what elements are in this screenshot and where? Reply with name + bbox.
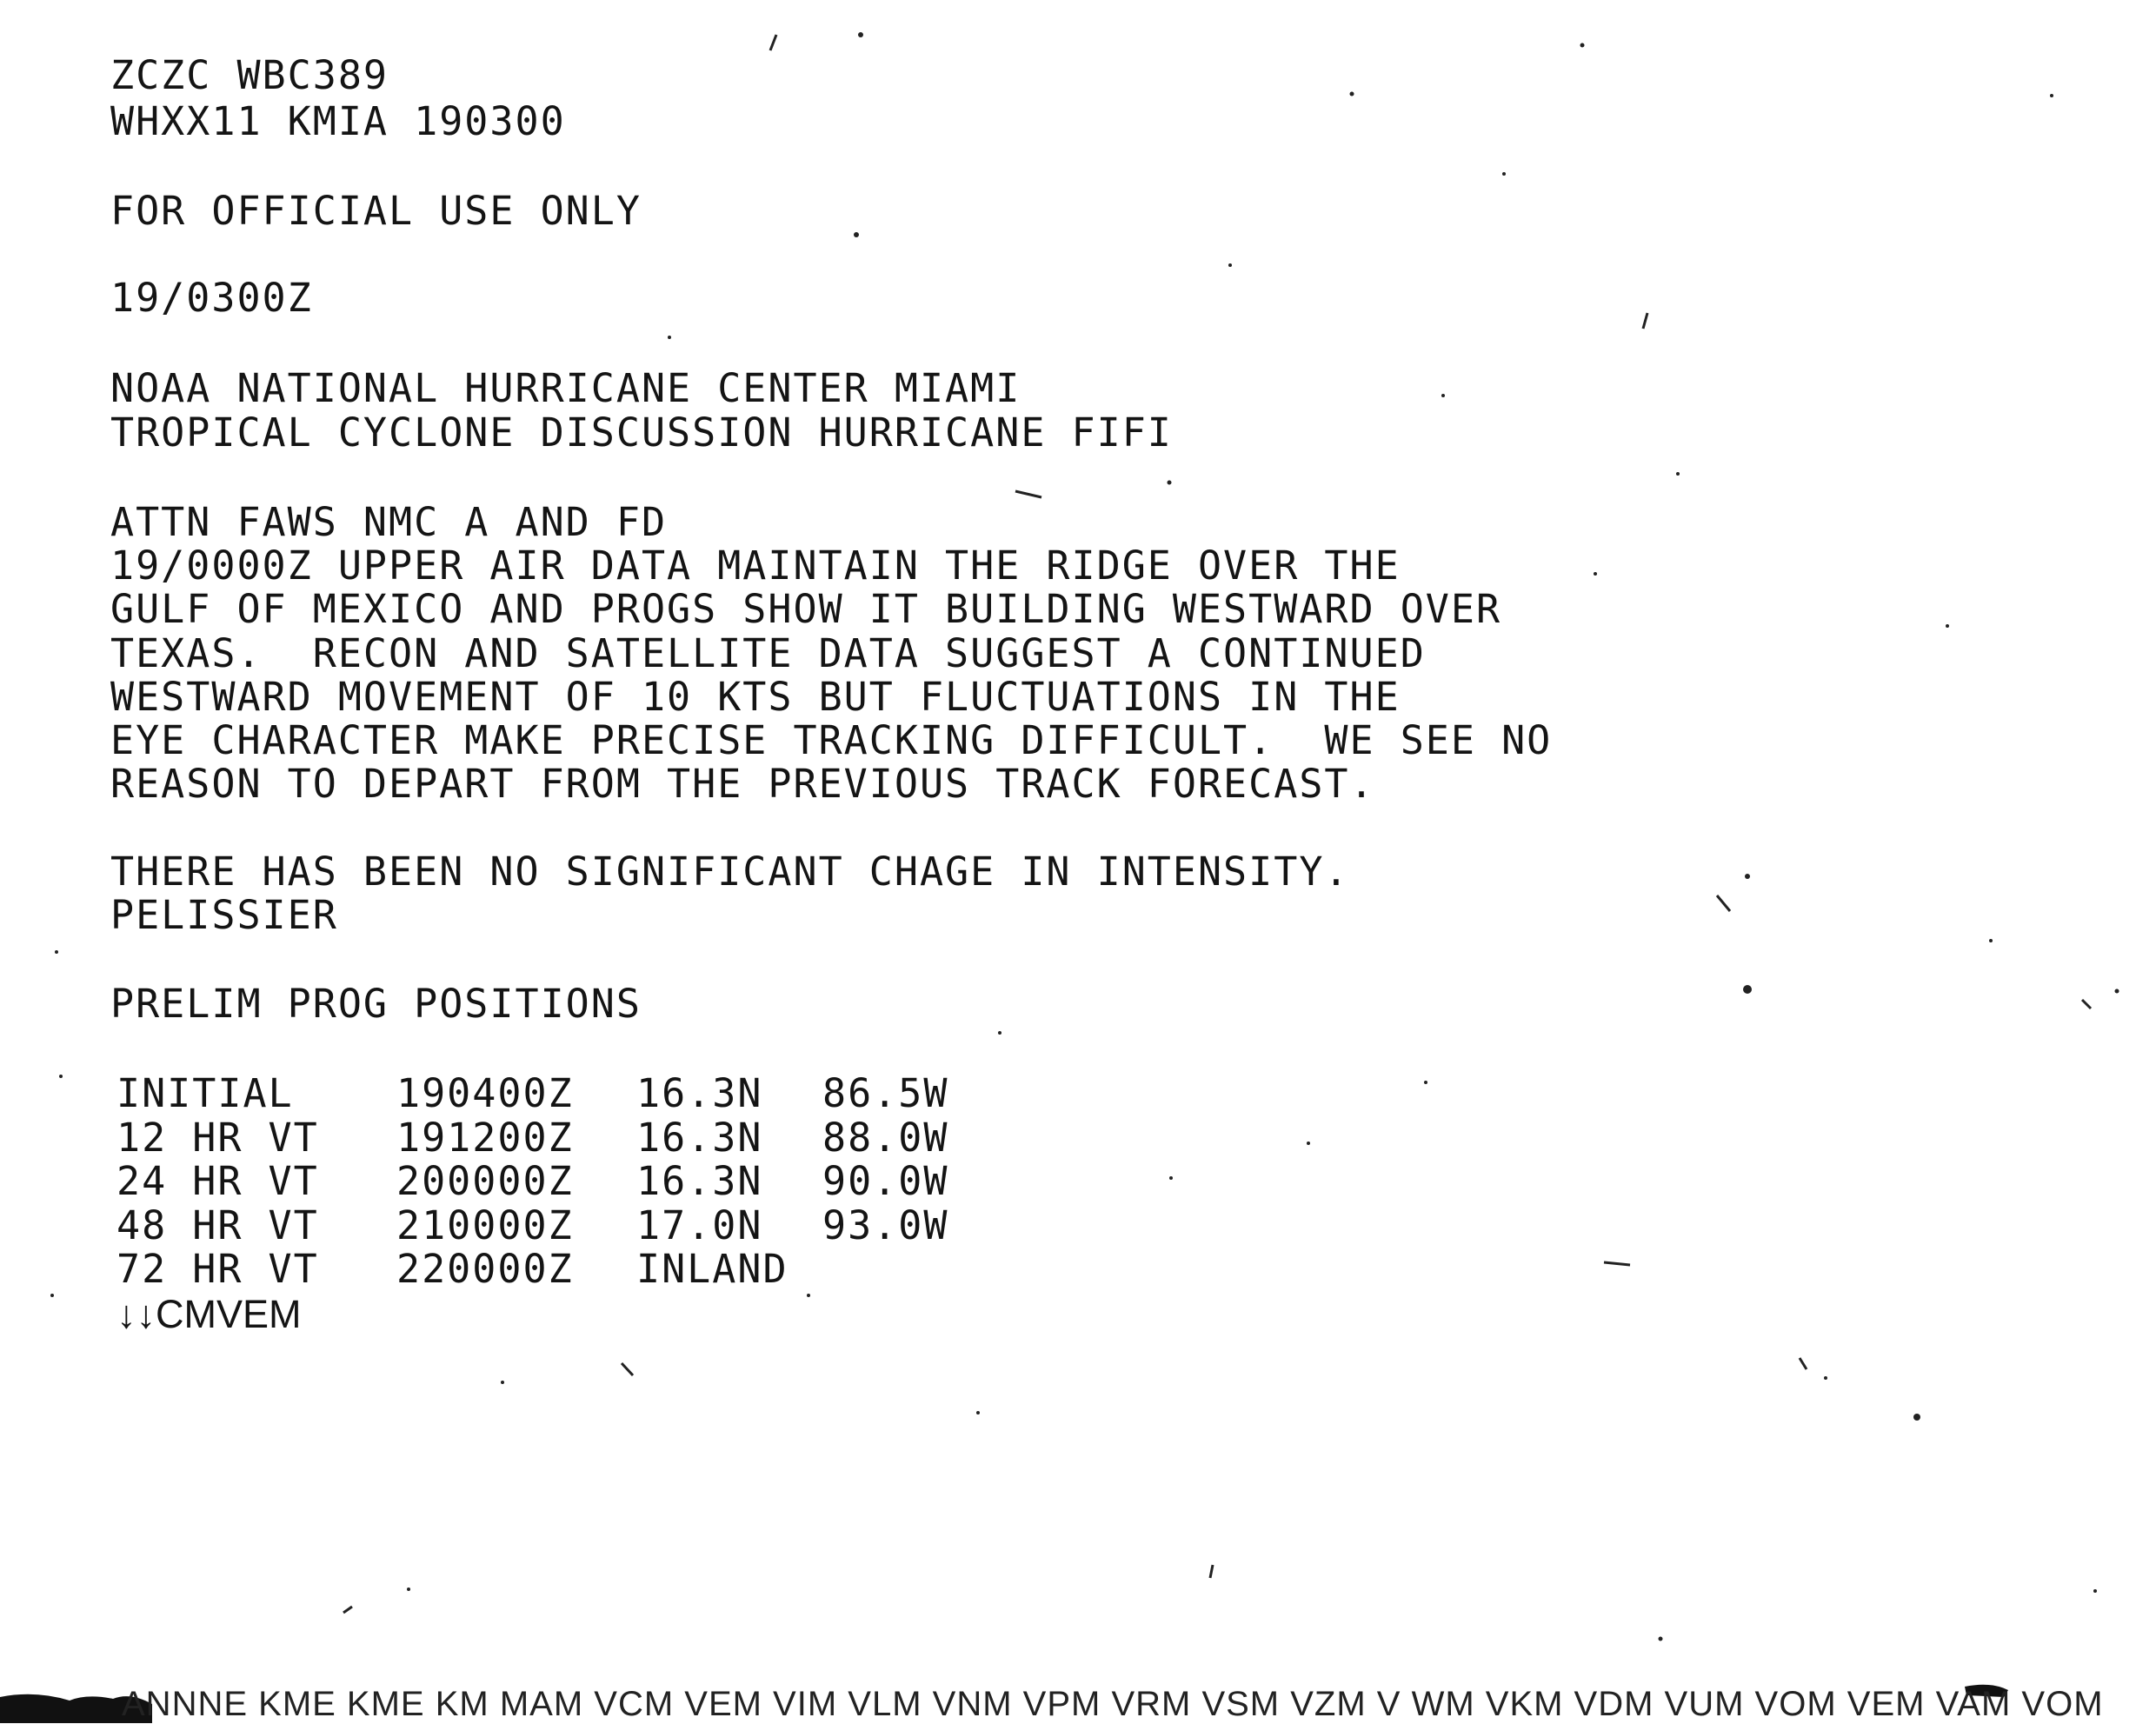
- body-line: 19/0000Z UPPER AIR DATA MAINTAIN THE RIDGE OVER THE: [110, 542, 1401, 589]
- position-time: 200000Z: [396, 1158, 574, 1204]
- attention-line: ATTN FAWS NMC A AND FD: [110, 499, 668, 545]
- body-line: EYE CHARACTER MAKE PRECISE TRACKING DIFFICULT. WE SEE NO: [110, 717, 1553, 763]
- position-label: 48 HR VT: [116, 1202, 319, 1248]
- position-time: 191200Z: [396, 1115, 574, 1161]
- intensity-note: THERE HAS BEEN NO SIGNIFICANT CHAGE IN INTENSITY.: [110, 849, 1350, 895]
- body-line: WESTWARD MOVEMENT OF 10 KTS BUT FLUCTUATIONS IN THE: [110, 674, 1401, 720]
- position-label: 72 HR VT: [116, 1246, 319, 1292]
- signature: PELISSIER: [110, 892, 338, 938]
- body-line: GULF OF MEXICO AND PROGS SHOW IT BUILDING WESTWARD OVER: [110, 586, 1502, 632]
- position-time: 190400Z: [396, 1070, 574, 1116]
- position-label: INITIAL: [116, 1070, 294, 1116]
- position-lat: 17.0N: [636, 1202, 763, 1248]
- body-line: REASON TO DEPART FROM THE PREVIOUS TRACK FORECAST.: [110, 761, 1375, 807]
- position-label: 12 HR VT: [116, 1115, 319, 1161]
- position-lat: 16.3N: [636, 1115, 763, 1161]
- positions-heading: PRELIM PROG POSITIONS: [110, 981, 642, 1027]
- position-lat: 16.3N: [636, 1158, 763, 1204]
- position-lon: 93.0W: [822, 1202, 949, 1248]
- position-lon: 90.0W: [822, 1158, 949, 1204]
- position-label: 24 HR VT: [116, 1158, 319, 1204]
- datetime-line: 19/0300Z: [110, 275, 313, 321]
- agency-line: NOAA NATIONAL HURRICANE CENTER MIAMI: [110, 365, 1021, 411]
- header-line-2: WHXX11 KMIA 190300: [110, 98, 566, 144]
- classification-line: FOR OFFICIAL USE ONLY: [110, 188, 642, 234]
- position-time: 220000Z: [396, 1246, 574, 1292]
- position-time: 210000Z: [396, 1202, 574, 1248]
- header-line-1: ZCZC WBC389: [110, 52, 389, 98]
- footer-strip: ANNNE KME KME KM MAM VCM VEM VIM VLM VNM VPM VRM VSM VZM V WM VKM VDM VUM VOM VEM VAM VOM: [122, 1685, 2104, 1723]
- body-line: TEXAS. RECON AND SATELLITE DATA SUGGEST A CONTINUED: [110, 630, 1426, 676]
- position-lat: INLAND: [636, 1246, 789, 1292]
- position-lon: 86.5W: [822, 1070, 949, 1116]
- position-lat: 16.3N: [636, 1070, 763, 1116]
- position-lon: 88.0W: [822, 1115, 949, 1161]
- end-marker: ↓↓CMVEM: [116, 1292, 302, 1336]
- subject-line: TROPICAL CYCLONE DISCUSSION HURRICANE FIFI: [110, 409, 1173, 456]
